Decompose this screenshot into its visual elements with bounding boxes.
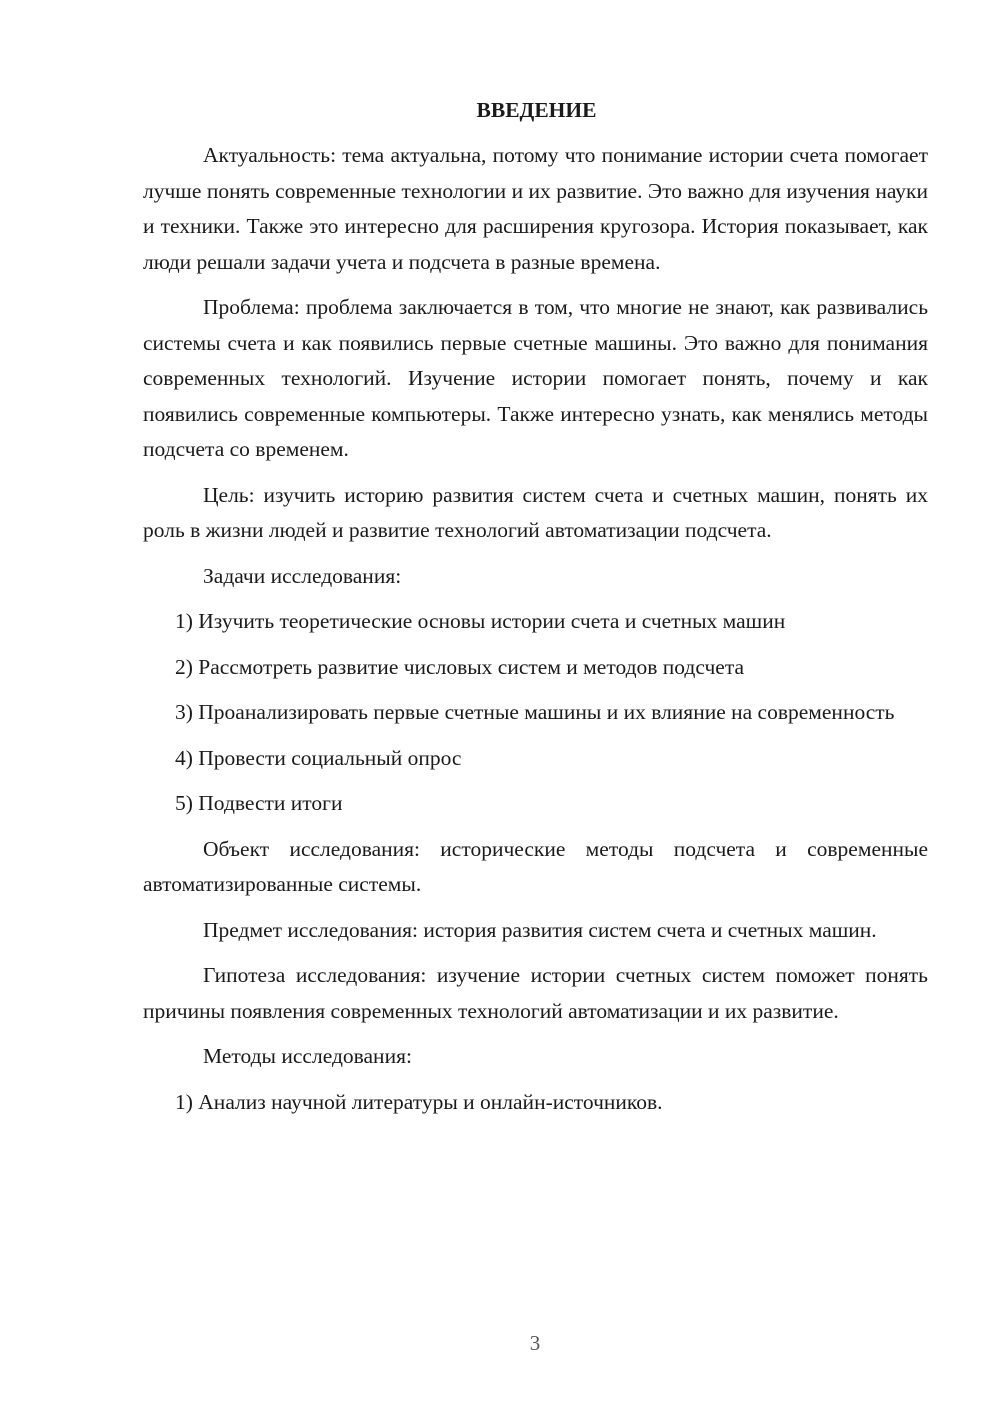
list-item: 5) Подвести итоги [175,791,343,815]
page-content [143,95,928,1130]
paragraph-goal: Цель: изучить историю развития систем счета и счетных машин, понять их роль в жизни людей и развитие технологий автоматизации подсчета. [143,482,928,542]
page-number: 3 [529,1331,541,1355]
paragraph-relevance: Актуальность: тема актуальна, потому что понимание истории счета помогает лучше понять современные технологии и их развитие. Это важно для изучения науки и техники. Также это интересно для расширения кругозора. История показывает, как люди решали задачи учета и подсчета в разные времена. [143,143,928,274]
list-item: 4) Провести социальный опрос [175,745,462,770]
list-item: 1) Анализ научной литературы и онлайн-источников. [175,1089,663,1114]
paragraph-problem: Проблема: проблема заключается в том, что многие не знают, как развивались системы счета и как появились первые счетные машины. Это важно для понимания современных технологий. Изучение истории помогает понять, почему и как появились современные компьютеры. Также интересно узнать, как менялись методы подсчета со временем. [143,295,928,461]
paragraph-hypothesis: Гипотеза исследования: изучение истории счетных систем поможет понять причины появления современных технологий автоматизации и их развитие. [143,963,928,1023]
list-item: 2) Рассмотреть развитие числовых систем и методов подсчета [175,654,745,679]
paragraph-tasks-heading: Задачи исследования: [203,563,402,588]
paragraph-subject: Предмет исследования: история развития систем счета и счетных машин. [203,917,877,942]
section-title: ВВЕДЕНИЕ [476,98,597,122]
paragraph-object: Объект исследования: исторические методы подсчета и современные автоматизированные системы. [143,836,928,896]
list-item: 1) Изучить теоретические основы истории счета и счетных машин [175,609,786,633]
list-item: 3) Проанализировать первые счетные машины и их влияние на современность [175,700,895,724]
paragraph-methods-heading: Методы исследования: [203,1044,412,1068]
